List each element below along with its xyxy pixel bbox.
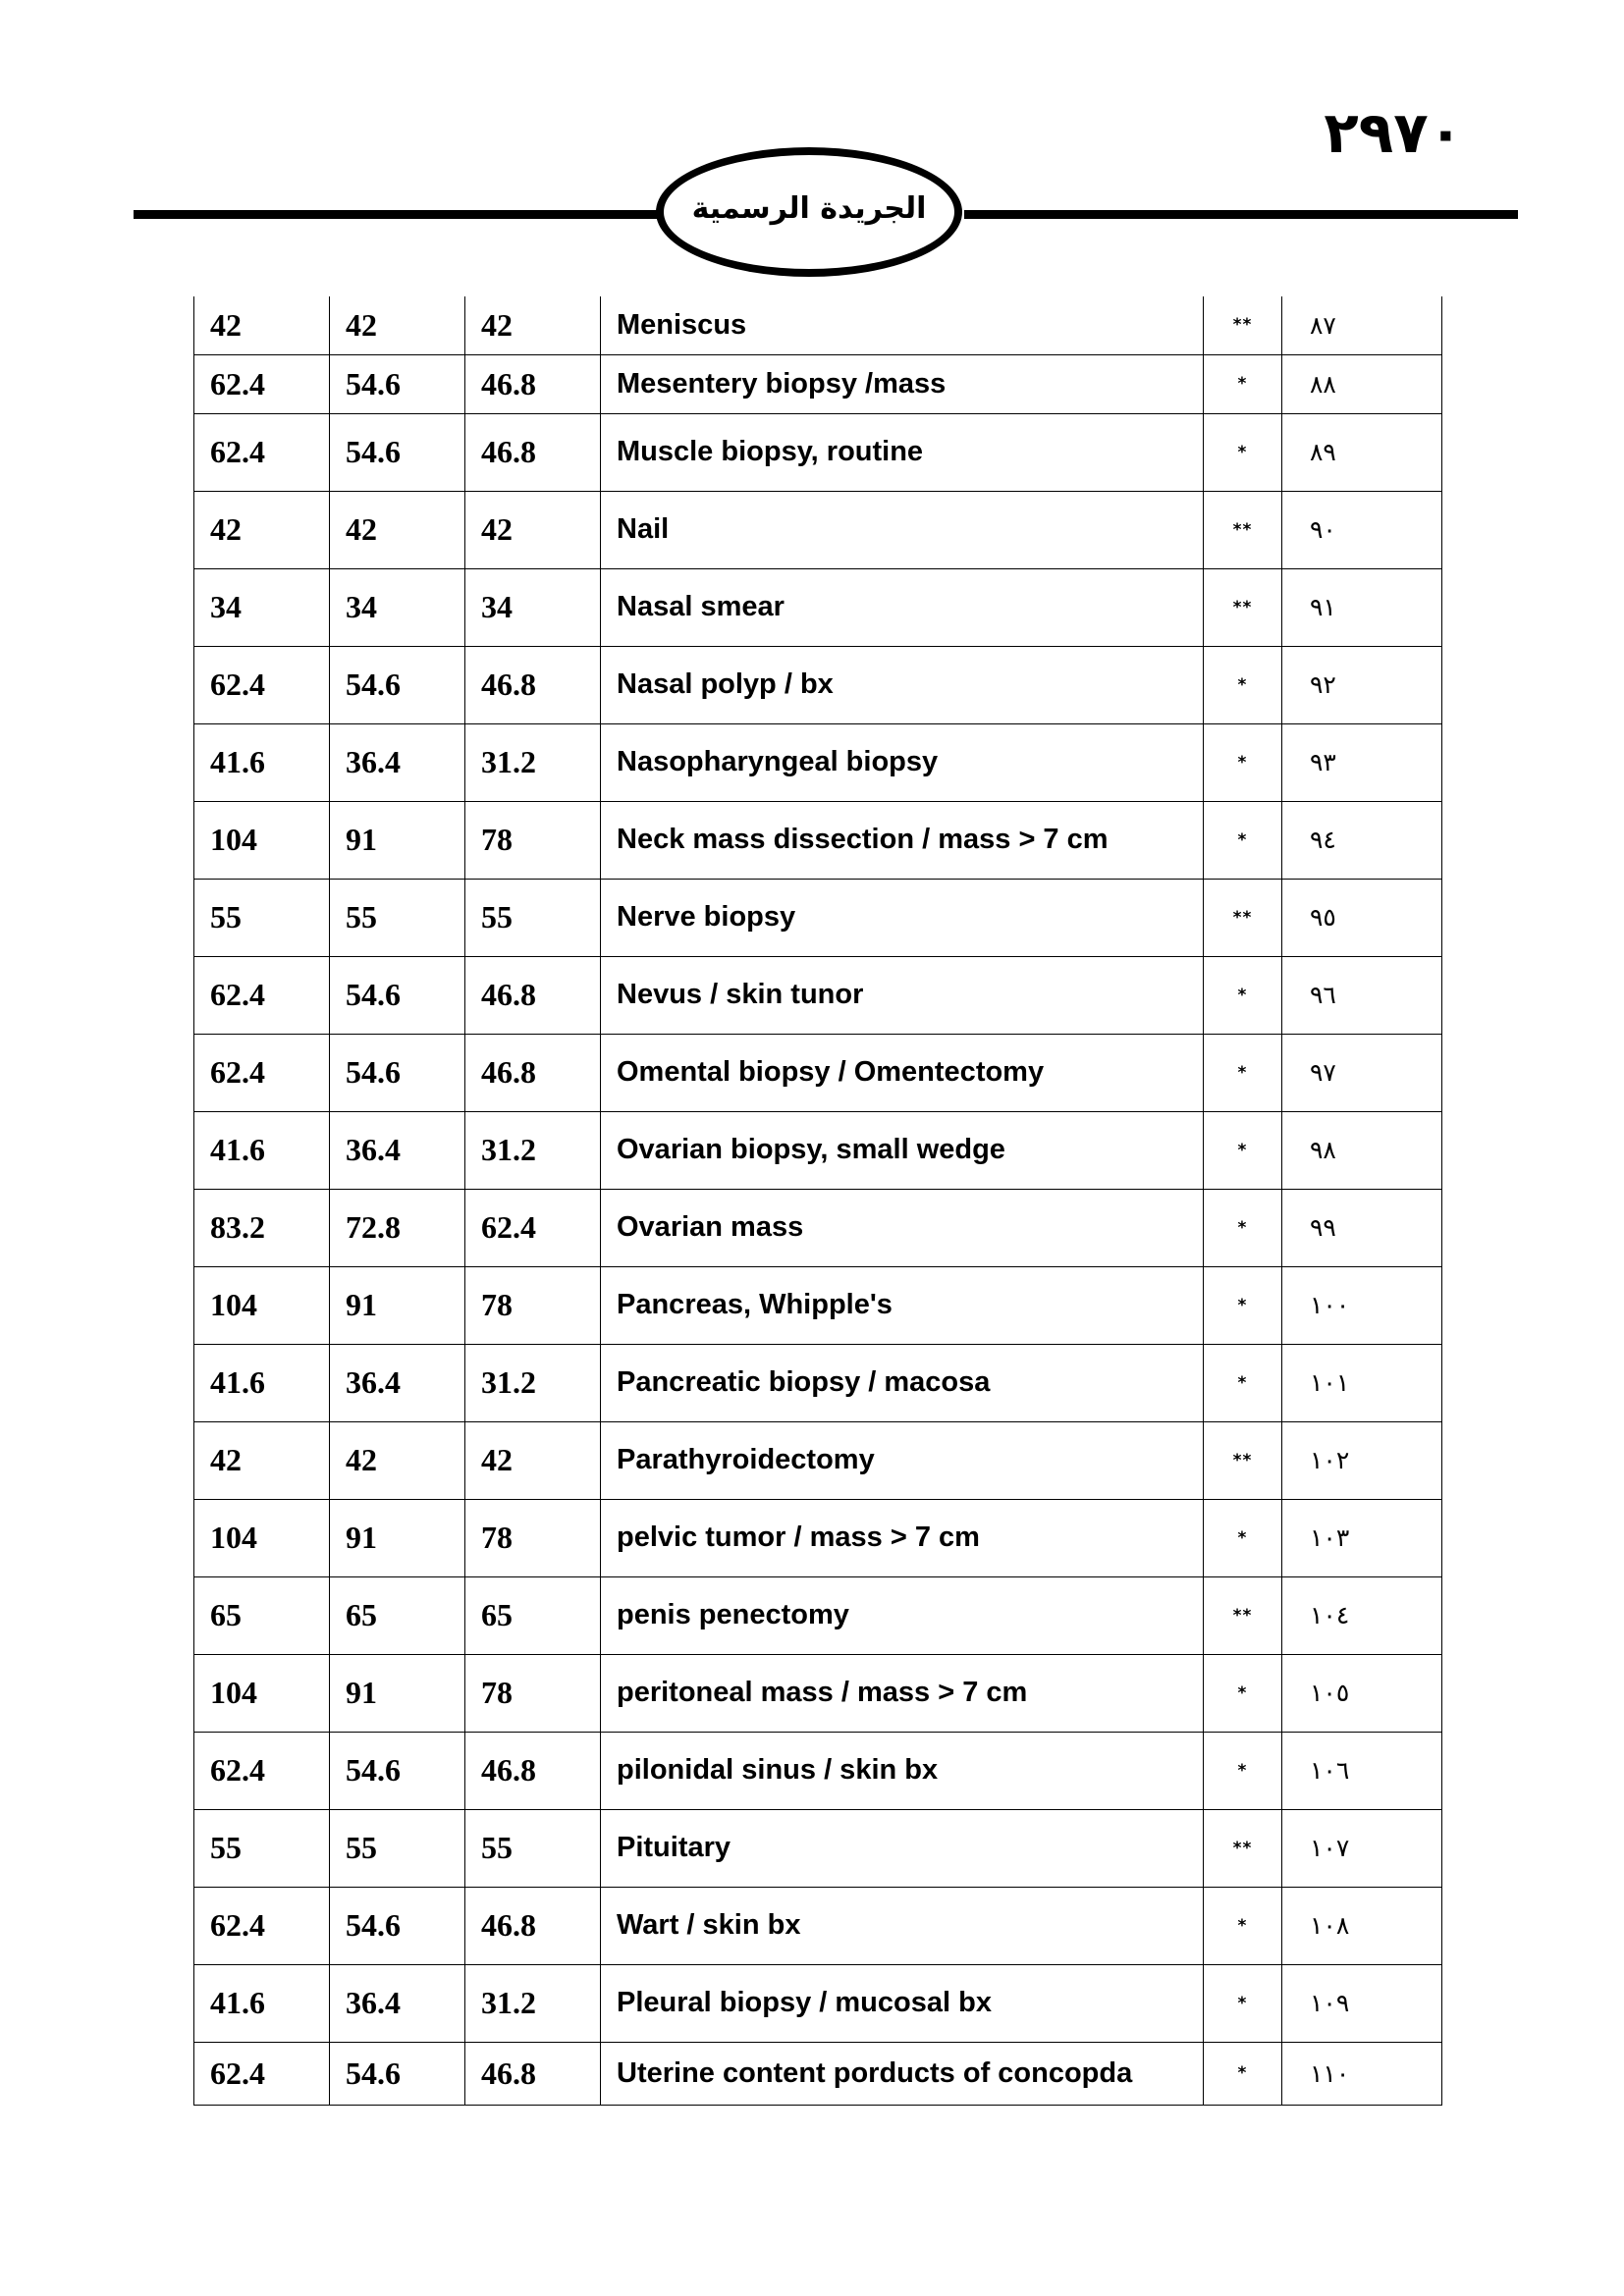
fee-col-1: 42 [194,1421,330,1499]
row-index: ١٠١ [1282,1344,1442,1421]
table-row [194,491,1442,568]
fee-col-3: 42 [465,296,601,354]
category-mark: ** [1204,296,1282,354]
fee-col-1: 62.4 [194,646,330,723]
category-mark: * [1204,1964,1282,2042]
table-row [194,1034,1442,1111]
fee-col-1: 104 [194,1654,330,1732]
table-row [194,354,1442,413]
category-mark: ** [1204,1576,1282,1654]
fee-col-2: 91 [330,1499,465,1576]
fee-col-3: 46.8 [465,956,601,1034]
row-index: ٨٧ [1282,296,1442,354]
row-index: ١٠٠ [1282,1266,1442,1344]
fee-col-2: 55 [330,879,465,956]
gazette-title: الجريدة الرسمية [691,190,927,226]
table-row [194,2042,1442,2105]
table-row [194,723,1442,801]
table-row [194,956,1442,1034]
category-mark: * [1204,956,1282,1034]
row-index: ١٠٦ [1282,1732,1442,1809]
table-row [194,413,1442,491]
fee-col-2: 36.4 [330,723,465,801]
table-row [194,1266,1442,1344]
category-mark: * [1204,1111,1282,1189]
fee-col-3: 31.2 [465,1111,601,1189]
category-mark: * [1204,1034,1282,1111]
category-mark: * [1204,646,1282,723]
fee-table-body [194,296,1442,2105]
fee-col-3: 78 [465,1266,601,1344]
test-description: Omental biopsy / Omentectomy [601,1034,1204,1111]
test-description: Pancreatic biopsy / macosa [601,1344,1204,1421]
table-row [194,1887,1442,1964]
test-description: Wart / skin bx [601,1887,1204,1964]
fee-col-1: 42 [194,296,330,354]
row-index: ٩٤ [1282,801,1442,879]
header-rule-right [964,210,1518,219]
row-index: ٩٦ [1282,956,1442,1034]
header-oval [656,147,962,277]
fee-col-3: 42 [465,1421,601,1499]
table-row [194,1809,1442,1887]
page-number: ٢٩٧٠ [1324,99,1463,166]
header-rule-left [134,210,660,219]
fee-col-3: 46.8 [465,413,601,491]
test-description: Parathyroidectomy [601,1421,1204,1499]
fee-col-2: 36.4 [330,1344,465,1421]
fee-col-2: 36.4 [330,1964,465,2042]
fee-col-1: 55 [194,879,330,956]
fee-col-2: 54.6 [330,413,465,491]
fee-col-1: 62.4 [194,413,330,491]
test-description: Neck mass dissection / mass > 7 cm [601,801,1204,879]
fee-col-1: 104 [194,1266,330,1344]
table-row [194,646,1442,723]
fee-col-1: 104 [194,801,330,879]
fee-col-1: 34 [194,568,330,646]
row-index: ١٠٧ [1282,1809,1442,1887]
row-index: ٩٩ [1282,1189,1442,1266]
fee-col-3: 78 [465,1499,601,1576]
table-row [194,1964,1442,2042]
fee-col-3: 55 [465,1809,601,1887]
row-index: ٩٧ [1282,1034,1442,1111]
fee-col-2: 55 [330,1809,465,1887]
fee-col-2: 42 [330,491,465,568]
category-mark: ** [1204,1421,1282,1499]
fee-col-2: 91 [330,1654,465,1732]
row-index: ١٠٣ [1282,1499,1442,1576]
category-mark: * [1204,1732,1282,1809]
test-description: peritoneal mass / mass > 7 cm [601,1654,1204,1732]
category-mark: * [1204,354,1282,413]
fee-table [193,296,1442,2106]
fee-col-3: 78 [465,801,601,879]
row-index: ٩٣ [1282,723,1442,801]
category-mark: * [1204,1654,1282,1732]
category-mark: ** [1204,879,1282,956]
test-description: Nevus / skin tunor [601,956,1204,1034]
test-description: pilonidal sinus / skin bx [601,1732,1204,1809]
table-row [194,801,1442,879]
row-index: ١٠٢ [1282,1421,1442,1499]
fee-col-1: 83.2 [194,1189,330,1266]
row-index: ٩١ [1282,568,1442,646]
test-description: Nail [601,491,1204,568]
fee-col-2: 72.8 [330,1189,465,1266]
row-index: ١١٠ [1282,2042,1442,2105]
test-description: Nasal smear [601,568,1204,646]
fee-col-2: 54.6 [330,2042,465,2105]
category-mark: * [1204,1189,1282,1266]
row-index: ٩٢ [1282,646,1442,723]
table-row [194,1344,1442,1421]
table-row [194,1576,1442,1654]
fee-col-2: 91 [330,1266,465,1344]
category-mark: * [1204,1499,1282,1576]
fee-col-3: 46.8 [465,1887,601,1964]
fee-col-3: 31.2 [465,723,601,801]
table-row [194,879,1442,956]
category-mark: * [1204,1344,1282,1421]
fee-col-1: 41.6 [194,1344,330,1421]
category-mark: ** [1204,491,1282,568]
fee-col-2: 65 [330,1576,465,1654]
table-row [194,1421,1442,1499]
fee-col-3: 31.2 [465,1964,601,2042]
fee-col-2: 36.4 [330,1111,465,1189]
category-mark: * [1204,2042,1282,2105]
fee-col-3: 62.4 [465,1189,601,1266]
test-description: Ovarian mass [601,1189,1204,1266]
fee-col-2: 42 [330,296,465,354]
table-row [194,1189,1442,1266]
fee-col-1: 62.4 [194,1034,330,1111]
fee-col-3: 78 [465,1654,601,1732]
test-description: Pancreas, Whipple's [601,1266,1204,1344]
category-mark: * [1204,723,1282,801]
fee-col-3: 46.8 [465,354,601,413]
test-description: Pituitary [601,1809,1204,1887]
row-index: ٩٥ [1282,879,1442,956]
row-index: ١٠٨ [1282,1887,1442,1964]
test-description: Nasal polyp / bx [601,646,1204,723]
fee-col-1: 41.6 [194,1964,330,2042]
fee-col-3: 34 [465,568,601,646]
category-mark: * [1204,1887,1282,1964]
fee-col-1: 62.4 [194,956,330,1034]
fee-col-1: 42 [194,491,330,568]
test-description: Uterine content porducts of concopda [601,2042,1204,2105]
test-description: Pleural biopsy / mucosal bx [601,1964,1204,2042]
fee-col-1: 62.4 [194,1887,330,1964]
test-description: pelvic tumor / mass > 7 cm [601,1499,1204,1576]
fee-col-1: 62.4 [194,2042,330,2105]
row-index: ١٠٩ [1282,1964,1442,2042]
row-index: ٨٩ [1282,413,1442,491]
test-description: Ovarian biopsy, small wedge [601,1111,1204,1189]
fee-col-2: 42 [330,1421,465,1499]
fee-col-1: 41.6 [194,1111,330,1189]
test-description: Meniscus [601,296,1204,354]
fee-col-2: 54.6 [330,1887,465,1964]
fee-col-3: 46.8 [465,1034,601,1111]
fee-col-1: 62.4 [194,354,330,413]
fee-col-2: 54.6 [330,1732,465,1809]
category-mark: * [1204,1266,1282,1344]
fee-col-2: 34 [330,568,465,646]
fee-col-3: 31.2 [465,1344,601,1421]
fee-col-3: 46.8 [465,1732,601,1809]
row-index: ٨٨ [1282,354,1442,413]
test-description: Muscle biopsy, routine [601,413,1204,491]
category-mark: * [1204,801,1282,879]
fee-col-1: 55 [194,1809,330,1887]
fee-col-3: 46.8 [465,646,601,723]
category-mark: * [1204,413,1282,491]
category-mark: ** [1204,568,1282,646]
category-mark: ** [1204,1809,1282,1887]
test-description: Mesentery biopsy /mass [601,354,1204,413]
fee-col-1: 65 [194,1576,330,1654]
fee-col-2: 54.6 [330,956,465,1034]
test-description: Nerve biopsy [601,879,1204,956]
fee-col-3: 42 [465,491,601,568]
table-row [194,296,1442,354]
table-row [194,1499,1442,1576]
table-row [194,1111,1442,1189]
row-index: ١٠٥ [1282,1654,1442,1732]
row-index: ١٠٤ [1282,1576,1442,1654]
fee-col-2: 54.6 [330,1034,465,1111]
row-index: ٩٠ [1282,491,1442,568]
fee-col-3: 65 [465,1576,601,1654]
table-row [194,568,1442,646]
fee-col-2: 91 [330,801,465,879]
fee-col-1: 62.4 [194,1732,330,1809]
table-row [194,1732,1442,1809]
test-description: penis penectomy [601,1576,1204,1654]
row-index: ٩٨ [1282,1111,1442,1189]
fee-col-1: 104 [194,1499,330,1576]
test-description: Nasopharyngeal biopsy [601,723,1204,801]
fee-col-1: 41.6 [194,723,330,801]
table-row [194,1654,1442,1732]
fee-col-3: 55 [465,879,601,956]
fee-col-2: 54.6 [330,646,465,723]
fee-col-3: 46.8 [465,2042,601,2105]
fee-col-2: 54.6 [330,354,465,413]
